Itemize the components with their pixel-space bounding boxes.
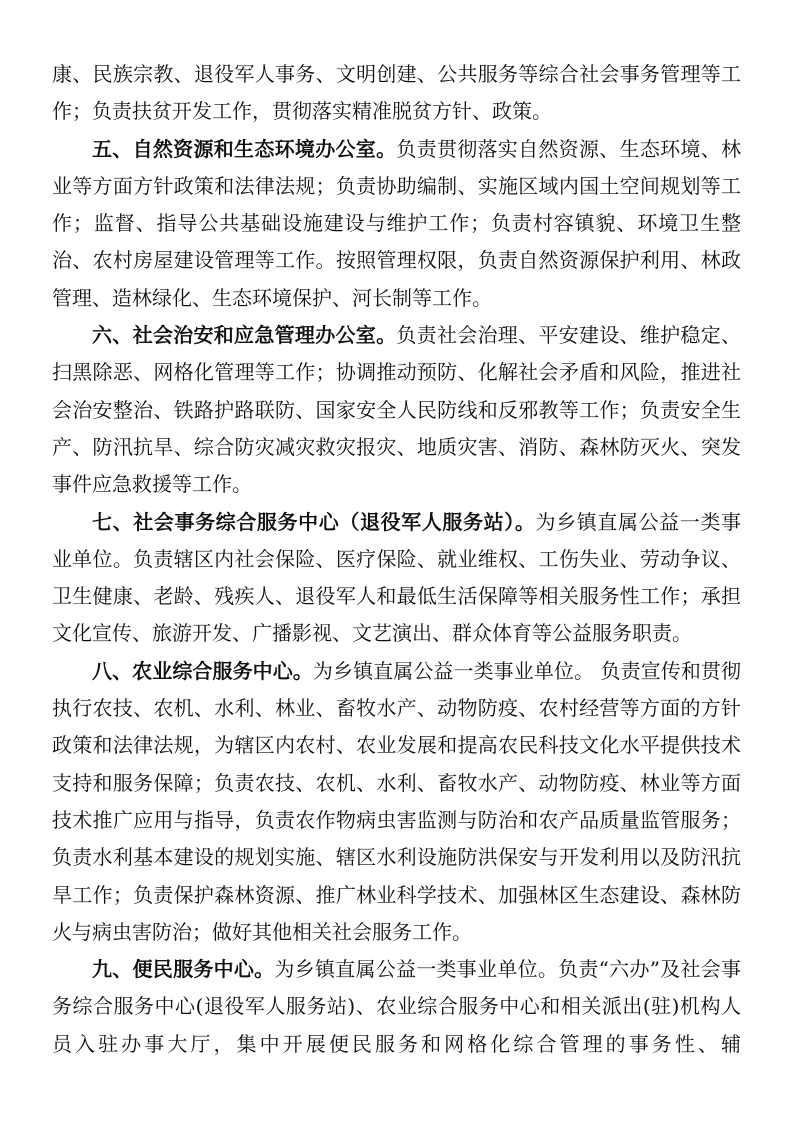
paragraph-text: 负责社会治理、平安建设、维护稳定、扫黑除恶、网格化管理等工作；协调推动预防、化解社会矛盾和风险，推进社会治安整治、铁路护路联防、国家安全人民防线和反邪教等工作；负责安全生产、防汛抗旱、综合防灾减灾救灾报灾、地质灾害、消防、森林防灭火、突发事件应急救援等工作。 (52, 323, 742, 497)
section-heading: 九、便民服务中心。 (92, 957, 275, 982)
paragraph-natural-resources-office (52, 131, 741, 317)
section-heading: 五、自然资源和生态环境办公室。 (92, 136, 397, 161)
paragraph-text: 康、民族宗教、退役军人事务、文明创建、公共服务等综合社会事务管理等工作；负责扶贫开发工作，贯彻落实精准脱贫方针、政策。 (52, 62, 741, 124)
paragraph-continuation (52, 56, 741, 131)
paragraph-text: 为乡镇直属公益一类事业单位。负责“六办”及社会事务综合服务中心(退役军人服务站)、农业综合服务中心和相关派出(驻)机构人员入驻办事大厅，集中开展便民服务和网格化综合管理的事务性、辅 (52, 957, 741, 1056)
paragraph-text: 负责贯彻落实自然资源、生态环境、林业等方面方针政策和法律法规；负责协助编制、实施区域内国土空间规划等工作；监督、指导公共基础设施建设与维护工作；负责村容镇貌、环境卫生整治、农村房屋建设管理等工作。按照管理权限，负责自然资源保护利用、林政管理、造林绿化、生态环境保护、河长制等工作。 (52, 136, 742, 310)
paragraph-social-affairs-center (52, 504, 741, 653)
paragraph-convenience-service-center (52, 951, 741, 1063)
paragraph-agriculture-center (52, 653, 741, 951)
paragraph-text: 为乡镇直属公益一类事业单位。 负责宣传和贯彻执行农技、农机、水利、林业、畜牧水产、动物防疫、农村经营等方面的方针政策和法律法规，为辖区内农村、农业发展和提高农民科技文化水平提供技术支持和服务保障；负责农技、农机、水利、畜牧水产、动物防疫、林业等方面技术推广应用与指导，负责农作物病虫害监测与防治和农产品质量监管服务；负责水利基本建设的规划实施、辖区水利设施防洪保安与开发利用以及防汛抗旱工作；负责保护森林资源、推广林业科学技术、加强林区生态建设、森林防火与病虫害防治；做好其他相关社会服务工作。 (52, 658, 742, 944)
paragraph-public-security-office (52, 317, 741, 503)
section-heading: 六、社会治安和应急管理办公室。 (92, 323, 397, 348)
section-heading: 八、农业综合服务中心。 (92, 658, 313, 683)
paragraph-text: 为乡镇直属公益一类事业单位。负责辖区内社会保险、医疗保险、就业维权、工伤失业、劳动争议、卫生健康、老龄、残疾人、退役军人和最低生活保障等相关服务性工作；承担文化宣传、旅游开发、广播影视、文艺演出、群众体育等公益服务职责。 (52, 509, 742, 646)
section-heading: 七、社会事务综合服务中心（退役军人服务站）。 (92, 509, 536, 534)
